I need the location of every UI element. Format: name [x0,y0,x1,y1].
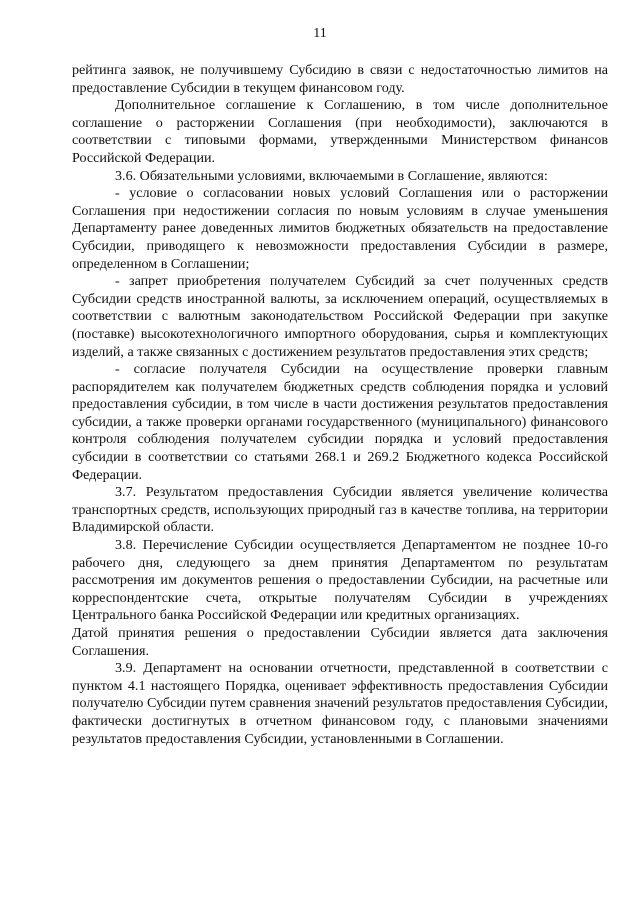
paragraph-3-6: 3.6. Обязательными условиями, включаемыми в Соглашение, являются: [115,167,548,184]
paragraph-condition-currency: - запрет приобретения получателем Субсидий за счет полученных средств Субсидии средств иностранной валюты, за исключением операций, осуществляемых в соответствии с валютным законодательством Российской Федерации при закупке (поставке) высокотехнологичного импортного оборудования, сырья и комплектующих изделий, а также связанных с достижением результатов предоставления этих средств; [72,273,608,360]
paragraph-additional-agreement: Дополнительное соглашение к Соглашению, в том числе дополнительное соглашение о расторжении Соглашения (при необходимости), заключаются в соответствии с типовыми формами, утвержденными Министерством финансов Российской Федерации. [72,97,608,166]
page-number: 11 [313,26,327,41]
paragraph-condition-agreement: - условие о согласовании новых условий Соглашения или о расторжении Соглашения при недостижении согласия по новым условиям в случае уменьшения Департаменту ранее доведенных лимитов бюджетных обязательств на предоставление Субсидии, приводящего к невозможности предоставления Субсидии в размере, определенном в Соглашении; [72,185,608,272]
paragraph-continuation: рейтинга заявок, не получившему Субсидию в связи с недостаточностью лимитов на предоставление Субсидии в текущем финансовом году. [72,62,608,96]
paragraph-decision-date: Датой принятия решения о предоставлении Субсидии является дата заключения Соглашения. [72,625,608,659]
paragraph-3-9: 3.9. Департамент на основании отчетности, представленной в соответствии с пунктом 4.1 настоящего Порядка, оценивает эффективность предоставления Субсидии получателю Субсидии путем сравнения значений результатов предоставления Субсидии, фактически достигнутых в отчетном финансовом году, с плановыми значениями результатов предоставления Субсидии, установленными в Соглашении. [72,660,608,747]
paragraph-3-7: 3.7. Результатом предоставления Субсидии является увеличение количества транспортных средств, использующих природный газ в качестве топлива, на территории Владимирской области. [72,484,608,536]
paragraph-3-8: 3.8. Перечисление Субсидии осуществляется Департаментом не позднее 10-го рабочего дня, следующего за днем принятия Департаментом по результатам рассмотрения им документов решения о предоставлении Субсидии, на расчетные или корреспондентские счета, открытые получателям Субсидии в учреждениях Центрального банка Российской Федерации или кредитных организациях. [72,537,608,624]
paragraph-condition-audit: - согласие получателя Субсидии на осуществление проверки главным распорядителем как получателем бюджетных средств соблюдения порядка и условий предоставления субсидии, в том числе в части достижения результатов предоставления субсидии, а также проверки органами государственного (муниципального) финансового контроля соблюдения получателем субсидии порядка и условий предоставления субсидии в соответствии со статьями 268.1 и 269.2 Бюджетного кодекса Российской Федерации. [72,361,608,483]
document-body [72,62,608,748]
